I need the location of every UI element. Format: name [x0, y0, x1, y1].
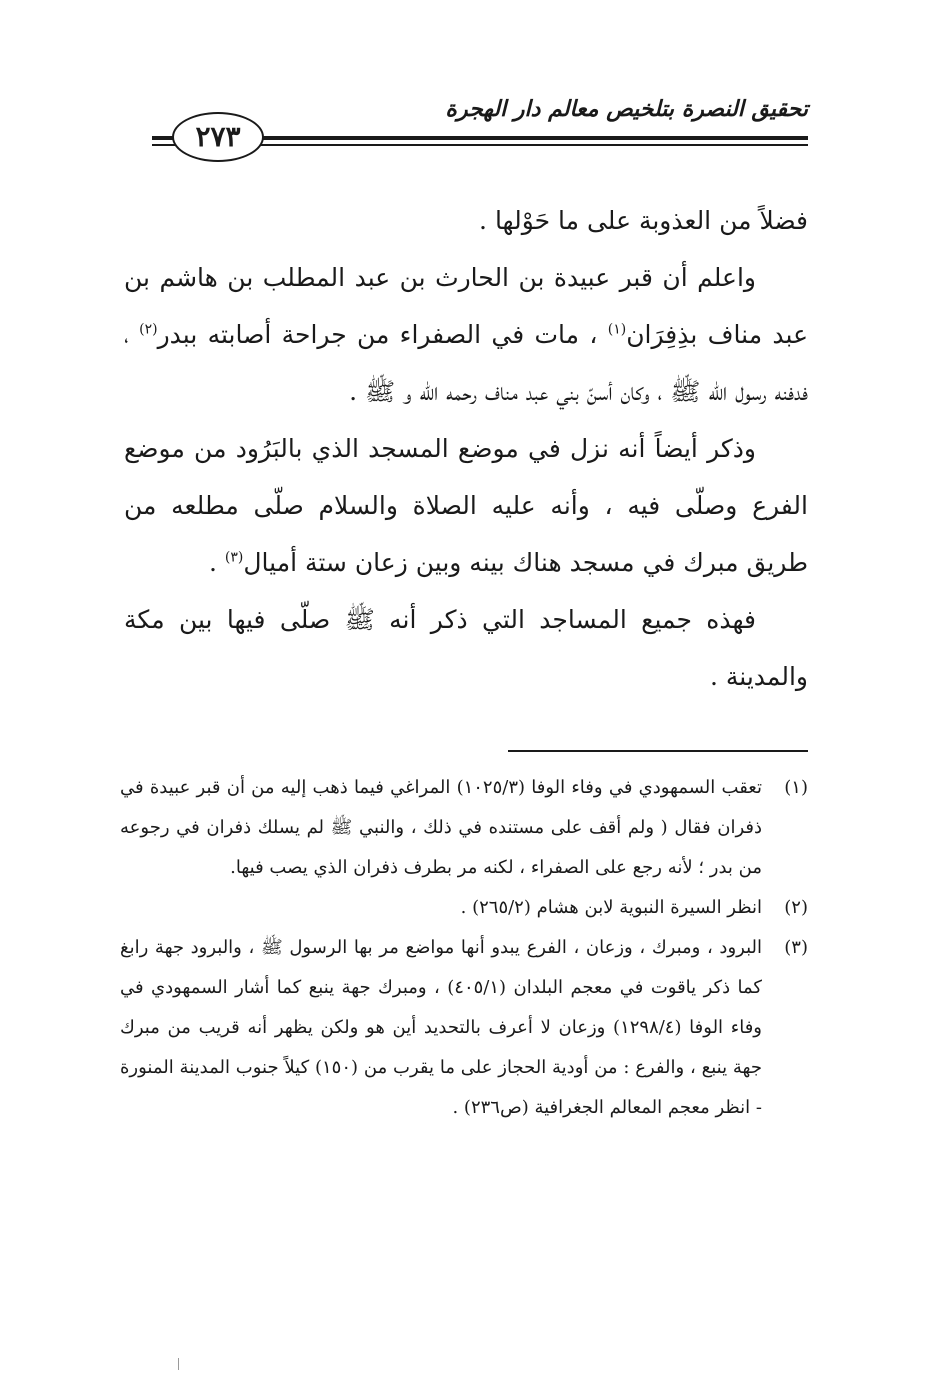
main-text [124, 192, 808, 705]
paragraph-4-text: فهذه جميع المساجد التي ذكر أنه ﷺ صلّى فيها بين مكة والمدينة . [124, 605, 808, 691]
footnote-separator [508, 750, 808, 752]
footnote-3 [120, 928, 808, 1128]
footnote-ref-1: (١) [607, 321, 627, 338]
paragraph-2-text-c: ، فدفنه رسول الله ﷺ ، وكان أسنّ بني عبد مناف رحمه الله و ﷺ . [124, 320, 808, 406]
paragraph-3 [124, 420, 808, 591]
paragraph-1-text: فضلاً من العذوبة على ما حَوْلها . [479, 206, 808, 235]
paragraph-2-text-a: واعلم أن قبر عبيدة بن الحارث بن عبد المطلب بن هاشم بن عبد مناف بذِفِرَان [124, 263, 808, 349]
footnote-1 [120, 768, 808, 888]
footnote-text: انظر السيرة النبوية لابن هشام (٢٦٥/٢) . [460, 897, 762, 918]
paragraph-3-text-a: وذكر أيضاً أنه نزل في موضع المسجد الذي بالبَرُود من موضع الفرع وصلّى فيه ، وأنه عليه الصلاة والسلام صلّى مطلعه من طريق مبرك في مسجد هناك بينه وبين زعان ستة أميال [124, 434, 808, 577]
footnote-2 [120, 888, 808, 928]
footnote-ref-3: (٣) [224, 549, 244, 566]
margin-mark [178, 1358, 179, 1370]
paragraph-1 [124, 192, 808, 249]
page-number: ٢٧٣ [172, 112, 264, 162]
footnote-number: (٢) [784, 897, 808, 918]
footnote-text: البرود ، ومبرك ، وزعان ، الفرع يبدو أنها مواضع مر بها الرسول ﷺ ، والبرود جهة رابغ كما ذكر ياقوت في معجم البلدان (٤٠٥/١) ، ومبرك جهة ينبع كما أشار السمهودي في وفاء الوفا (١٢٩٨/٤) وزعان لا أعرف بالتحديد أين هو ولكن يظهر أنه قريب من مبرك جهة ينبع ، والفرع : من أودية الحجاز على ما يقرب من (١٥٠) كيلاً جنوب المدينة المنورة - انظر معجم المعالم الجغرافية (ص٢٣٦) . [120, 937, 762, 1118]
footnote-text: تعقب السمهودي في وفاء الوفا (١٠٢٥/٣) المراغي فيما ذهب إليه من أن قبر عبيدة في ذفران فقال ( ولم أقف على مستنده في ذلك ، والنبي ﷺ لم يسلك ذفران في رجوعه من بدر ؛ لأنه رجع على الصفراء ، لكنه مر بطرف ذفران الذي يصب فيها. [120, 777, 762, 878]
footnote-ref-2: (٢) [139, 321, 158, 338]
paragraph-3-text-b: . [209, 548, 217, 577]
paragraph-2-text-b: ، مات في الصفراء من جراحة أصابته ببدر [157, 320, 598, 349]
paragraph-2 [124, 249, 808, 420]
footnote-number: (٣) [784, 937, 808, 958]
paragraph-4 [124, 591, 808, 705]
book-title: تحقيق النصرة بتلخيص معالم دار الهجرة [445, 96, 808, 122]
footnotes [120, 768, 808, 1128]
footnote-number: (١) [784, 777, 808, 798]
